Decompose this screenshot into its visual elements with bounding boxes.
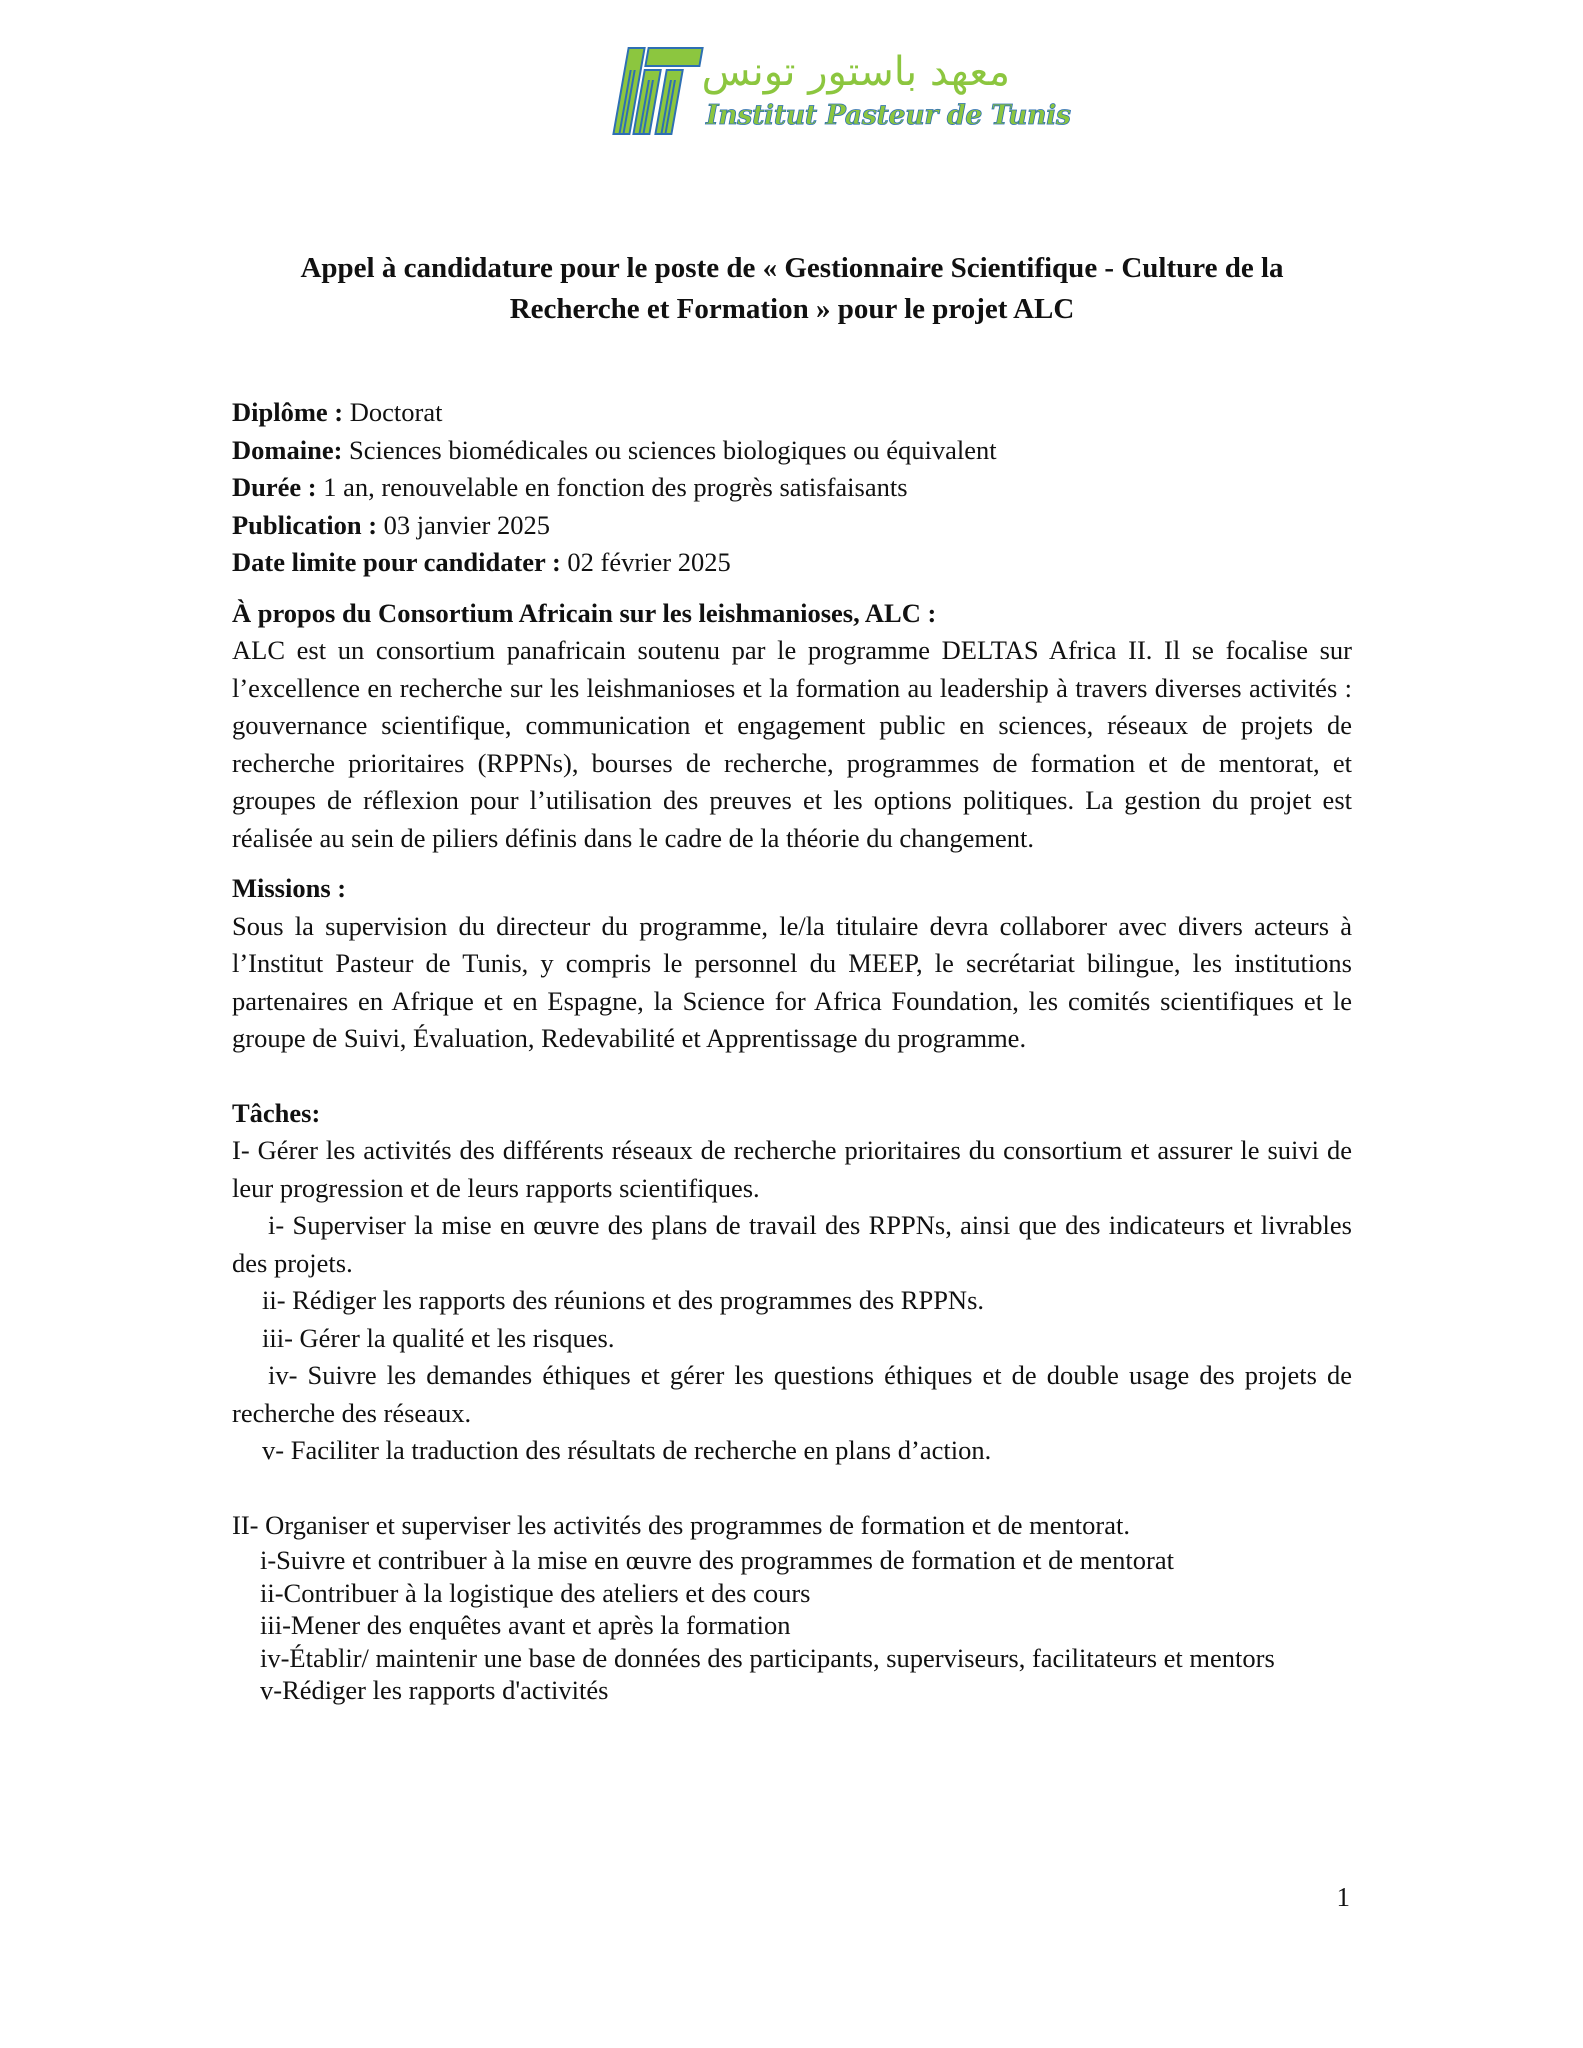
field-label: Date limite pour candidater :	[232, 547, 561, 577]
logo-arabic-name: معهد باستور تونس	[701, 49, 1010, 95]
field-label: Domaine:	[232, 434, 343, 465]
ipt-monogram-icon	[610, 40, 710, 144]
about-body: ALC est un consortium panafricain soutenu par le programme DELTAS Africa II. Il se focalise sur l’excellence en recherche sur les leishmanioses et la formation au leadership à travers diverses activités : gouvernance scientifique, communication et engagement public en sciences, réseaux de projets de recherche prioritaires (RPPNs), bourses de recherche, programmes de formation et de mentorat, et groupes de réflexion pour l’utilisation des preuves et les options politiques. La gestion du projet est réalisée au sein de piliers définis dans le cadre de la théorie du changement.	[232, 635, 1352, 853]
page-number: 1	[1336, 1882, 1350, 1912]
field-value: Sciences biomédicales ou sciences biologiques ou équivalent	[342, 434, 997, 465]
field-value: 02 février 2025	[560, 547, 731, 577]
task-group-2-list	[232, 1544, 1352, 1707]
task-group-2-item: i-Suivre et contribuer à la mise en œuvre des programmes de formation et de mentorat	[260, 1545, 1174, 1575]
task-group-1-main: I- Gérer les activités des différents réseaux de recherche prioritaires du consortium et assurer le suivi de leur progression et de leurs rapports scientifiques.	[232, 1135, 1352, 1203]
tasks-heading: Tâches:	[232, 1097, 321, 1128]
about-heading: À propos du Consortium Africain sur les leishmanioses, ALC :	[232, 597, 937, 628]
task-group-2-item: iii-Mener des enquêtes avant et après la formation	[260, 1610, 791, 1640]
task-group-1-item: iii- Gérer la qualité et les risques.	[262, 1322, 615, 1353]
task-group-1-item: ii- Rédiger les rapports des réunions et des programmes des RPPNs.	[262, 1285, 985, 1315]
task-group-1-item: v- Faciliter la traduction des résultats de recherche en plans d’action.	[262, 1435, 992, 1465]
field-label: Durée :	[232, 472, 317, 502]
task-group-2-main: II- Organiser et superviser les activités des programmes de formation et de mentorat.	[232, 1509, 1130, 1540]
missions-body: Sous la supervision du directeur du programme, le/la titulaire devra collaborer avec divers acteurs à l’Institut Pasteur de Tunis, y compris le personnel du MEEP, le secrétariat bilingue, les institutions partenaires en Afrique et en Espagne, la Science for Africa Foundation, les comités scientifiques et le groupe de Suivi, Évaluation, Redevabilité et Apprentissage du programme.	[232, 910, 1352, 1053]
logo-french-name: Institut Pasteur de Tunis	[706, 100, 1071, 131]
document-title: Appel à candidature pour le poste de « Gestionnaire Scientifique - Culture de la Recherche et Formation » pour le projet ALC	[300, 252, 1284, 325]
field-diplome	[232, 394, 1352, 432]
field-label: Publication :	[232, 509, 378, 540]
task-group-1-item: iv- Suivre les demandes éthiques et gérer les questions éthiques et de double usage des projets de recherche des réseaux.	[232, 1360, 1352, 1428]
task-group-2-item: ii-Contribuer à la logistique des ateliers et des cours	[260, 1577, 811, 1608]
institut-pasteur-logo	[610, 40, 1071, 144]
field-value: 03 janvier 2025	[377, 509, 550, 540]
field-publication	[232, 507, 1352, 545]
field-value: 1 an, renouvelable en fonction des progrès satisfaisants	[316, 472, 908, 502]
missions-heading: Missions :	[232, 873, 347, 903]
task-group-2-item: v-Rédiger les rapports d'activités	[260, 1675, 609, 1705]
field-duree	[232, 469, 1352, 507]
field-domaine	[232, 432, 1352, 470]
field-label: Diplôme :	[232, 397, 344, 427]
field-value: Doctorat	[343, 397, 443, 427]
field-date-limite	[232, 544, 1352, 582]
task-group-1-item: i- Superviser la mise en œuvre des plans de travail des RPPNs, ainsi que des indicateurs et livrables des projets.	[232, 1210, 1352, 1278]
document-body	[232, 394, 1352, 1707]
task-group-2-item: iv-Établir/ maintenir une base de données des participants, superviseurs, facilitateurs et mentors	[260, 1642, 1275, 1673]
